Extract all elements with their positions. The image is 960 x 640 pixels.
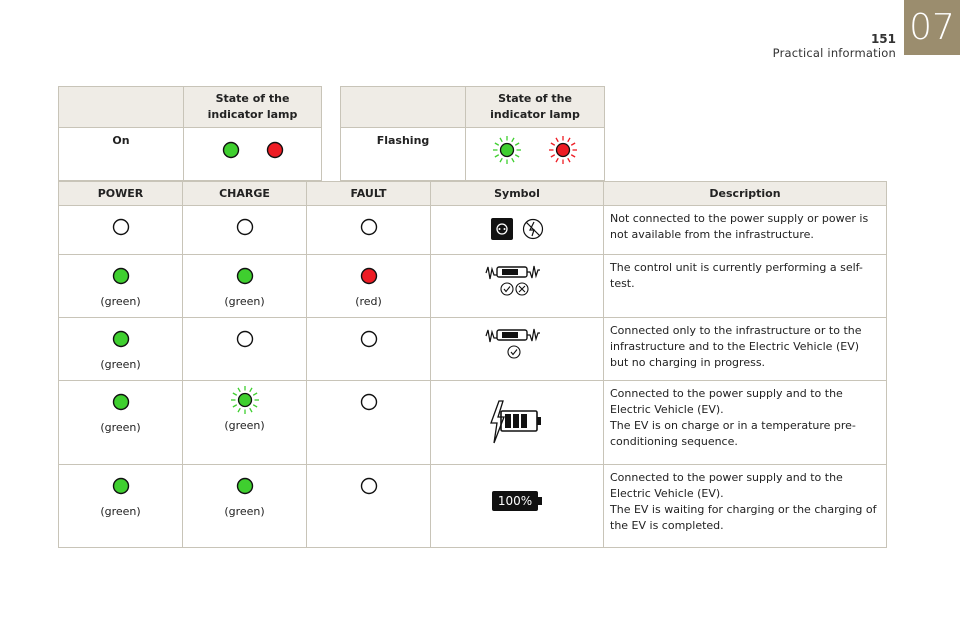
plug-icon: [486, 266, 540, 279]
off-lamp-icon: [360, 218, 378, 236]
description-line: Connected to the power supply and to the Electric Vehicle (EV).: [610, 471, 843, 500]
description-cell: The control unit is currently performing a self-test.: [604, 255, 887, 318]
col-symbol: Symbol: [431, 182, 604, 206]
lightning-icon: [491, 401, 504, 443]
lamp-caption: (green): [100, 505, 141, 518]
red-lamp-icon: [360, 267, 378, 285]
off-lamp-icon: [360, 477, 378, 495]
fault-cell: [307, 206, 431, 255]
col-charge: CHARGE: [183, 182, 307, 206]
state-table-flashing: [340, 86, 605, 181]
lamp-caption: (green): [224, 505, 265, 518]
lamp-caption: (green): [100, 421, 141, 434]
power-cell: [59, 318, 183, 381]
green-lamp-icon: [222, 141, 240, 159]
off-lamp-icon: [112, 218, 130, 236]
state-label-on: On: [59, 128, 184, 181]
lamp-caption: (green): [100, 295, 141, 308]
state-header: State of the indicator lamp: [466, 87, 605, 128]
green-lamp-icon: [112, 477, 130, 495]
lamp-caption: (green): [224, 295, 265, 308]
charge-cell: [183, 318, 307, 381]
green-lamp-icon: [112, 267, 130, 285]
page-header: [773, 32, 896, 60]
table-row: [59, 465, 887, 548]
off-lamp-icon: [360, 330, 378, 348]
green-lamp-icon: [236, 477, 254, 495]
battery-full-label: 100%: [492, 491, 538, 511]
col-power: POWER: [59, 182, 183, 206]
lamp-caption: (green): [100, 358, 141, 371]
lamp-caption: (green): [224, 419, 265, 432]
description-cell: Connected only to the infrastructure or to the infrastructure and to the Electric Vehicle (EV) but no charging in progress.: [604, 318, 887, 381]
power-cell: [59, 465, 183, 548]
description-line: The EV is waiting for charging or the charging of the EV is completed.: [610, 503, 877, 532]
empty-header: [341, 87, 466, 128]
empty-header: [59, 87, 184, 128]
off-lamp-icon: [360, 393, 378, 411]
ok-circle-icon: [501, 283, 513, 295]
table-row: [59, 206, 887, 255]
charge-cell: [183, 465, 307, 548]
symbol-cell: [431, 206, 604, 255]
red-flashing-lamp-icon: [548, 135, 578, 165]
red-lamp-icon: [266, 141, 284, 159]
green-flashing-lamp-icon: [230, 385, 260, 415]
battery-full-symbol: [432, 491, 602, 511]
page-number: 151: [870, 32, 896, 46]
table-row: [59, 381, 887, 465]
symbol-cell: [431, 381, 604, 465]
charge-cell: [183, 206, 307, 255]
off-lamp-icon: [236, 330, 254, 348]
symbol-cell: [431, 465, 604, 548]
battery-terminal: [538, 497, 542, 505]
state-lamps-on: [184, 128, 322, 181]
description-cell: [604, 381, 887, 465]
description-line: Connected to the power supply and to the Electric Vehicle (EV).: [610, 387, 843, 416]
power-cell: [59, 381, 183, 465]
power-cell: [59, 255, 183, 318]
green-lamp-icon: [112, 330, 130, 348]
battery-charging-symbol: [487, 399, 547, 445]
state-table-on: [58, 86, 322, 181]
state-header: State of the indicator lamp: [184, 87, 322, 128]
lamp-caption: (red): [355, 295, 382, 308]
plug-connected-symbol: [482, 326, 552, 360]
table-row: [59, 255, 887, 318]
socket-no-power-symbol: [482, 214, 552, 244]
fault-cell: [307, 465, 431, 548]
col-fault: FAULT: [307, 182, 431, 206]
chapter-tab: 07: [904, 0, 960, 55]
charge-cell: [183, 381, 307, 465]
fault-cell: [307, 318, 431, 381]
ok-circle-icon: [508, 346, 520, 358]
plug-self-test-symbol: [482, 263, 552, 297]
green-lamp-icon: [236, 267, 254, 285]
table-row: [59, 318, 887, 381]
indicator-table: [58, 181, 887, 548]
section-title: Practical information: [772, 46, 896, 60]
state-lamps-flashing: [466, 128, 605, 181]
power-cell: [59, 206, 183, 255]
green-lamp-icon: [112, 393, 130, 411]
plug-icon: [486, 329, 540, 342]
fault-cell: [307, 255, 431, 318]
col-description: Description: [604, 182, 887, 206]
state-label-flashing: Flashing: [341, 128, 466, 181]
symbol-cell: [431, 255, 604, 318]
socket-icon: [491, 218, 513, 240]
symbol-cell: [431, 318, 604, 381]
description-line: The EV is on charge or in a temperature pre-conditioning sequence.: [610, 419, 856, 448]
green-flashing-lamp-icon: [492, 135, 522, 165]
description-cell: [604, 465, 887, 548]
off-lamp-icon: [236, 218, 254, 236]
charge-cell: [183, 255, 307, 318]
fault-cell: [307, 381, 431, 465]
description-cell: Not connected to the power supply or power is not available from the infrastructure.: [604, 206, 887, 255]
